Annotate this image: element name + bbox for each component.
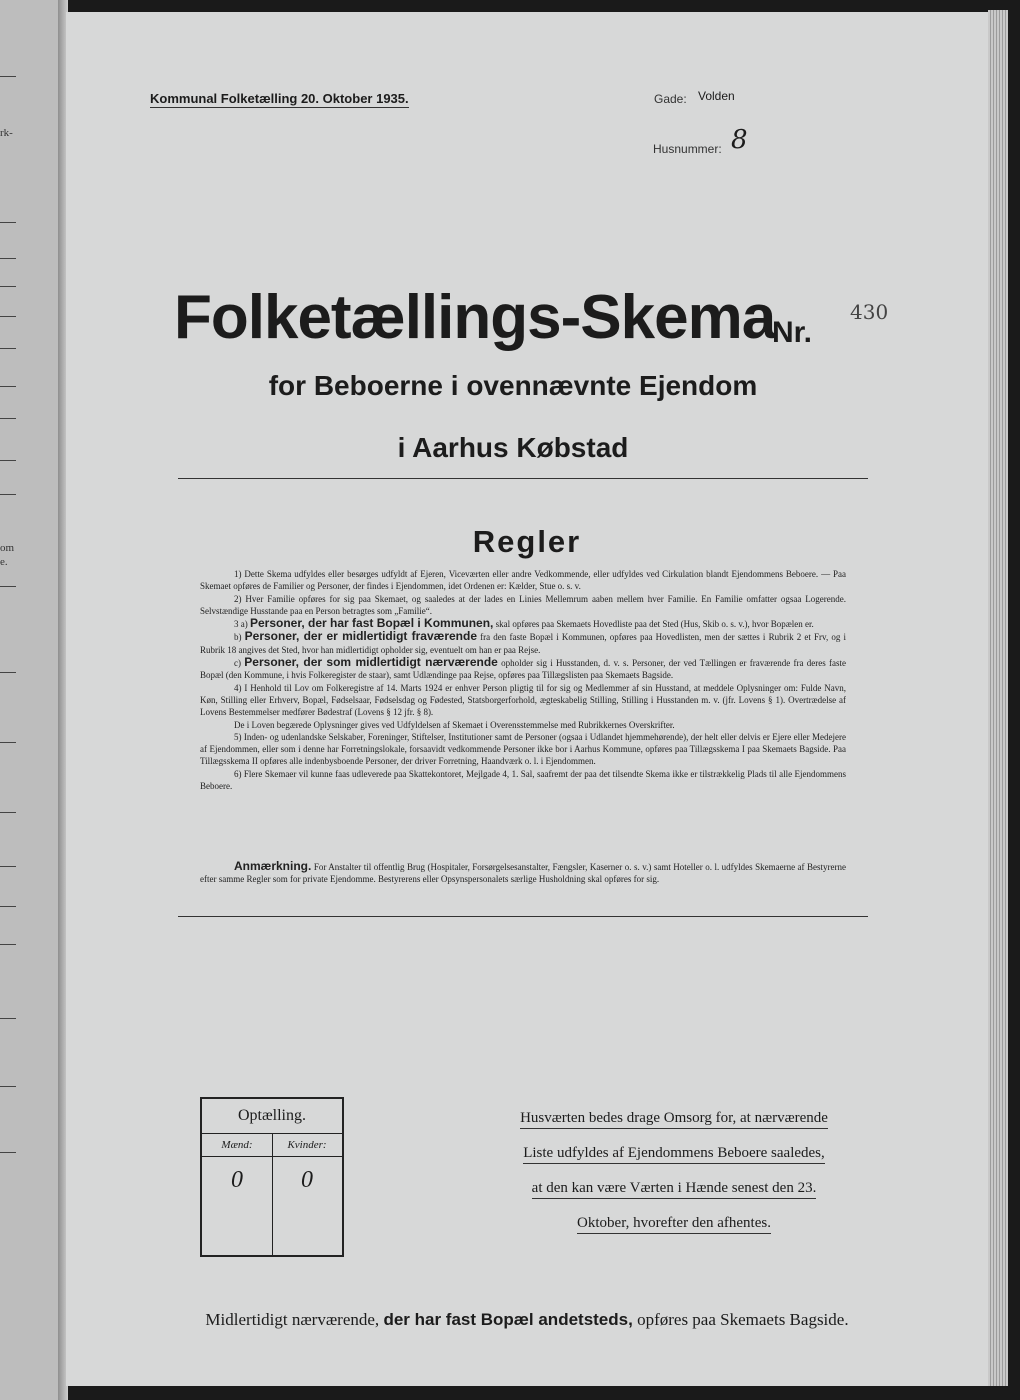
ruled-line (0, 586, 16, 587)
rule-1: 1) Dette Skema udfyldes eller besørges udfyldt af Ejeren, Viceværten eller andre Vedkommende, eller udfyldes ved Cirkulation blandt Ejendommens Beboere. — Paa Skemaet opføres de Familier og Personer, der findes i Ejendommen, idet Ordenen er: Kælder, Stue o. s. v. (200, 569, 846, 592)
rule-4b: De i Loven begærede Oplysninger gives ved Udfyldelsen af Skemaet i Overensstemmelse med Rubrikkernes Overskrifter. (234, 719, 675, 730)
page-stack-edge (988, 10, 1008, 1386)
gade-label: Gade: (654, 92, 687, 106)
ruled-line (0, 866, 16, 867)
notice-line: Husværten bedes drage Omsorg for, at nærværende (520, 1108, 828, 1129)
rule-2: 2) Hver Familie opføres for sig paa Skemaet, og saaledes at der lades en Linies Mellemrum aaben mellem hver Familie. En Familie omfatter ogsaa Logerende. Selvstændige Husstande paa en Person betragtes som „Familie“. (200, 593, 846, 616)
form-subtitle-1: for Beboerne i ovennævnte Ejendom (268, 370, 758, 401)
husnummer-label: Husnummer: (653, 142, 722, 156)
page-fragment-text: rk- (0, 127, 13, 139)
ruled-line (0, 1018, 16, 1019)
ruled-line (0, 944, 16, 945)
ruled-line (0, 1086, 16, 1087)
count-box-title: Optælling. (202, 1099, 342, 1134)
ruled-line (0, 316, 16, 317)
rule-4: 4) I Henhold til Lov om Folkeregistre af 14. Marts 1924 er enhver Person pligtig til for sig og Medlemmer af sin Husstand, at meddele Oplysninger om: Fulde Navn, Køn, Stilling eller Erhverv, Bopæl, Fødselsaar, Fødselsdag og Fødested, Statsborgerforhold, ægteskabelig Stilling, Stilling i Husstanden m. v. (jfr. Lovens § 1). Overtrædelse af Lovens Bestemmelser medfører Bødestraf (Lovens § 12 jfr. § 8). (200, 682, 846, 718)
form-title-nr: Nr. (772, 316, 813, 349)
rules-heading: Regler (472, 524, 582, 559)
rule-3a: 3 a) Personer, der har fast Bopæl i Kommunen, skal opføres paa Skemaets Hovedliste paa det Sted (Hus, Skib o. s. v.), hvor Bopælen er. (234, 616, 814, 631)
ruled-line (0, 386, 16, 387)
men-label: Mænd: (202, 1134, 272, 1157)
page-fragment-text: om (0, 542, 15, 554)
women-count: 0 (301, 1167, 313, 1193)
men-count: 0 (231, 1167, 243, 1193)
women-column (272, 1134, 342, 1255)
adjacent-page-strip (0, 0, 62, 1400)
note-label: Anmærkning. (234, 859, 312, 873)
count-box (200, 1097, 344, 1257)
ruled-line (0, 222, 16, 223)
rule-3b: b) Personer, der er midlertidigt fraværende fra den faste Bopæl i Kommunen, opføres paa Hovedlisten, men der sættes i Rubrik 2 et Frv, og i Rubrik 18 angives det Sted, hvor han midlertidigt opholder sig, eventuelt om han er paa Rejse. (200, 629, 847, 655)
gade-value: Volden (698, 89, 735, 103)
census-form-page (66, 12, 988, 1386)
ruled-line (0, 1152, 16, 1153)
landlord-notice (506, 1108, 842, 1248)
rule-5: 5) Inden- og udenlandske Selskaber, Foreninger, Stiftelser, Institutioner samt de Personer (ogsaa i Udlandet hjemmehørende), der helt eller delvis er Ejere eller Medejere af Ejendommen, eller som i denne har Forretningslokale, forsaavidt vedkommende Personer ikke bor i Aarhus Kommune, opføres paa Tillægsskema I paa Skemaets Bagside. Paa Tillægsskema II opføres alle indenbysboende Personer, der driver Forretning, Haandværk o. l. i Ejendommen. (200, 731, 846, 767)
rule-3c: c) Personer, der som midlertidigt nærværende opholder sig i Husstanden, d. v. s. Personer, der ved Tællingen er fraværende fra deres faste Bopæl (den Kommune, i hvis Folkeregister de staar), samt Udlændinge paa Rejse, opføres paa Tillægslisten paa Skemaets Bagside. (200, 655, 847, 681)
ruled-line (0, 286, 16, 287)
ruled-line (0, 348, 16, 349)
divider (178, 478, 868, 479)
notice-line: Liste udfyldes af Ejendommens Beboere saaledes, (523, 1143, 825, 1164)
form-number-stamp: 430 (850, 300, 889, 324)
ruled-line (0, 76, 16, 77)
women-label: Kvinder: (272, 1134, 342, 1157)
note-text: For Anstalter til offentlig Brug (Hospitaler, Forsørgelsesanstalter, Fængsler, Kaserner o. s. v.) samt Hoteller o. l. udfyldes Skemaerne af Bestyrerne efter samme Regler som for private Ejendomme. Bestyrerens eller Opsynspersonalets særlige Husholdning skal opføres for sig. (200, 862, 846, 885)
form-title: Folketællings-Skema (174, 283, 776, 352)
ruled-line (0, 672, 16, 673)
form-subtitle-2: i Aarhus Købstad (397, 432, 629, 463)
ruled-line (0, 494, 16, 495)
census-header-title: Kommunal Folketælling 20. Oktober 1935. (150, 91, 409, 106)
notice-line: Oktober, hvorefter den afhentes. (577, 1213, 771, 1234)
men-column (202, 1134, 273, 1255)
ruled-line (0, 418, 16, 419)
rule-6: 6) Flere Skemaer vil kunne faas udleverede paa Skattekontoret, Mejlgade 4, 1. Sal, saafremt der paa det tilsendte Skema ikke er tilstrækkelig Plads til alle Ejendommens Beboere. (200, 768, 846, 792)
ruled-line (0, 258, 16, 259)
annotation-note (200, 860, 846, 886)
rules-text (200, 568, 846, 792)
page-fragment-text: e. (0, 556, 8, 568)
ruled-line (0, 812, 16, 813)
ruled-line (0, 460, 16, 461)
husnummer-value: 8 (731, 125, 748, 155)
divider (178, 916, 868, 917)
footer-instruction: Midlertidigt nærværende, der har fast Bopæl andetsteds, opføres paa Skemaets Bagside. (205, 1310, 849, 1329)
notice-line: at den kan være Værten i Hænde senest den 23. (532, 1178, 817, 1199)
ruled-line (0, 906, 16, 907)
ruled-line (0, 742, 16, 743)
